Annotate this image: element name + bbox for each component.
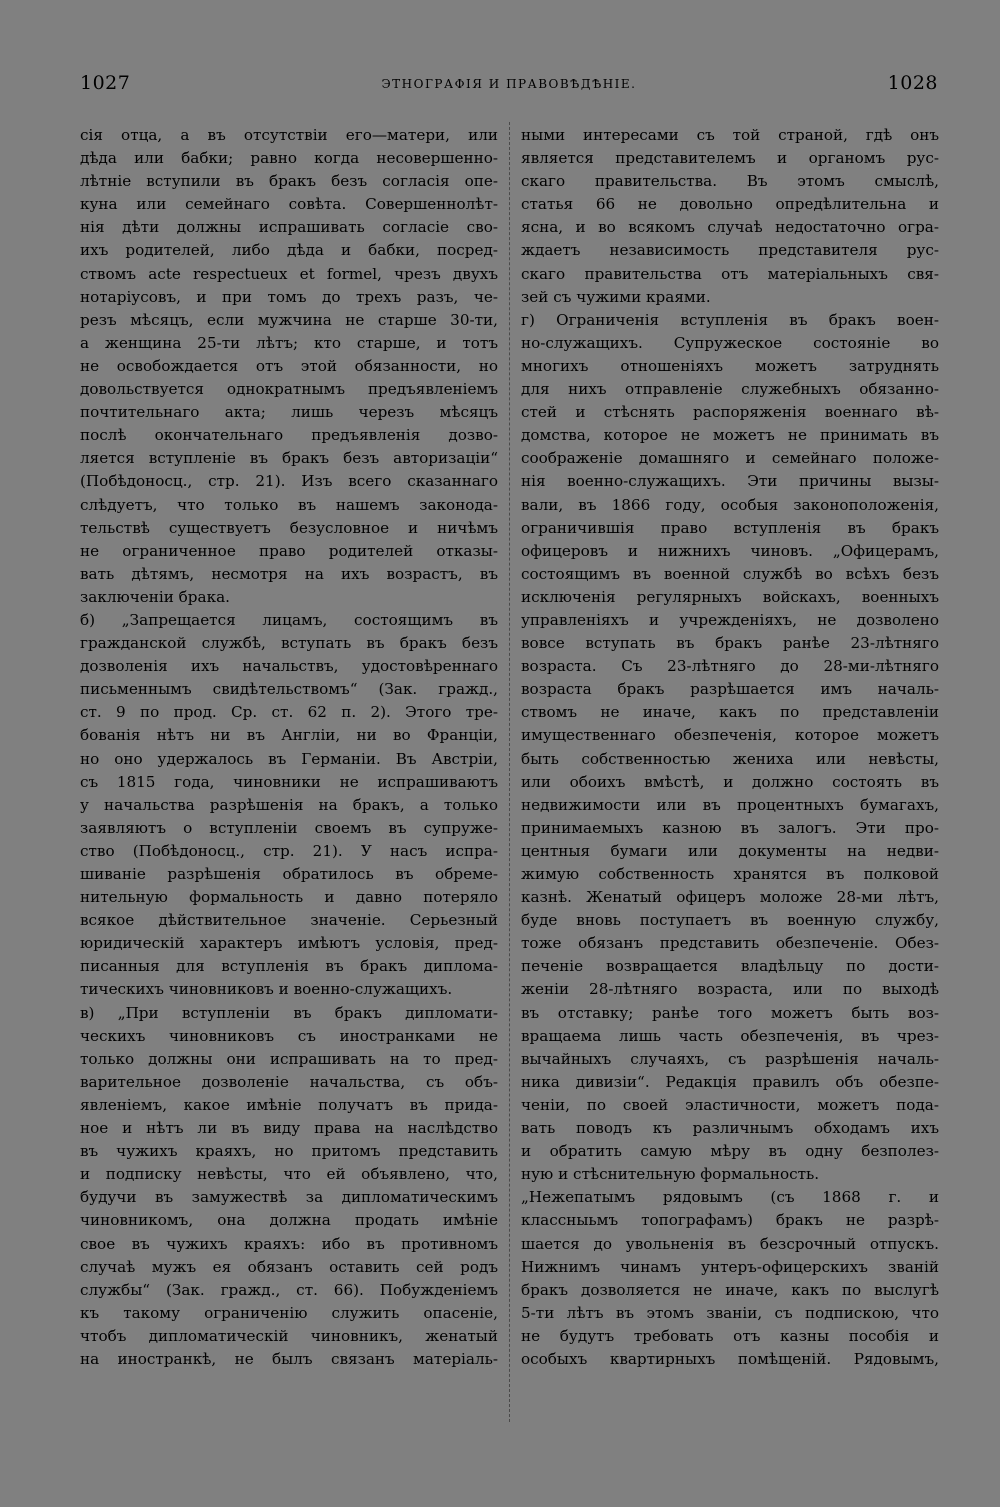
text-line: заключеніи брака. xyxy=(80,587,230,606)
text-line: женіи 28-лѣтняго возраста, или по выходѣ xyxy=(521,980,939,999)
text-line: нотаріусовъ, и при томъ до трехъ разъ, че- xyxy=(80,287,498,306)
text-line: ст. 9 по прод. Ср. ст. 62 п. 2). Этого тре- xyxy=(80,703,498,722)
text-line: казнѣ. Женатый офицеръ моложе 28-ми лѣтъ, xyxy=(521,888,939,907)
text-line: нія дѣти должны испрашивать согласіе сво- xyxy=(80,218,498,237)
text-line: шиваніе разрѣшенія обратилось въ обреме- xyxy=(80,865,498,883)
text-line: вать поводъ къ различнымъ обходамъ ихъ xyxy=(521,1119,939,1138)
text-line: состоящимъ въ военной службѣ во всѣхъ безъ xyxy=(521,564,939,583)
text-line: жимую собственность хранятся въ полковой xyxy=(521,865,939,883)
text-line: ясна, и во всякомъ случаѣ недостаточно огра- xyxy=(521,218,939,237)
text-line: не ограниченное право родителей отказы- xyxy=(80,541,498,560)
text-line: юридическій характеръ имѣютъ условія, пред- xyxy=(80,934,498,953)
text-line: довольствуется однократнымъ предъявленіемъ xyxy=(80,380,498,399)
text-line: ствомъ не иначе, какъ по представленіи xyxy=(521,703,939,722)
text-line: съ 1815 года, чиновники не испрашиваютъ xyxy=(80,772,498,791)
text-line: не будутъ требовать отъ казны пособія и xyxy=(521,1326,939,1345)
text-line: заявляютъ о вступленіи своемъ въ супруже- xyxy=(80,818,498,837)
page-number-left: 1027 xyxy=(80,72,131,94)
text-line: стей и стѣснять распоряженія военнаго вѣ- xyxy=(521,403,939,422)
text-line: чтобъ дипломатическій чиновникъ, женатый xyxy=(80,1326,498,1345)
text-line: буде вновь поступаетъ въ военную службу, xyxy=(521,911,939,930)
text-line: и обратить самую мѣру въ одну безполез- xyxy=(521,1142,939,1161)
text-line: писанныя для вступленія въ бракъ диплома- xyxy=(80,957,498,976)
text-line: ную и стѣснительную формальность. xyxy=(521,1165,820,1184)
text-line: нія военно-служащихъ. Эти причины вызы- xyxy=(521,472,939,491)
text-line: ограничившія право вступленія въ бракъ xyxy=(521,518,939,537)
text-line: ство (Побѣдоносц., стр. 21). У насъ испра- xyxy=(80,841,498,860)
text-line: соображеніе домашняго и семейнаго положе- xyxy=(521,449,939,468)
text-line: возраста бракъ разрѣшается имъ началь- xyxy=(521,680,939,699)
running-title: ЭТНОГРАФІЯ И ПРАВОВѢДѢНІЕ. xyxy=(381,77,637,91)
text-line: не освобождается отъ этой обязанности, но xyxy=(80,356,498,375)
text-line: лѣтніе вступили въ бракъ безъ согласія опе- xyxy=(80,172,498,191)
text-line: быть собственностью жениха или невѣсты, xyxy=(521,749,939,768)
text-line: ческихъ чиновниковъ съ иностранками не xyxy=(80,1026,498,1045)
right-column xyxy=(521,124,939,1371)
text-line: случаѣ мужъ ея обязанъ оставить сей родъ xyxy=(80,1257,498,1276)
text-line: всякое дѣйствительное значеніе. Серьезный xyxy=(80,911,498,930)
text-line: скаго правительства отъ матеріальныхъ свя- xyxy=(521,264,939,283)
text-line: свое въ чужихъ краяхъ: ибо въ противномъ xyxy=(80,1234,498,1253)
text-line: а женщина 25-ти лѣтъ; кто старше, и тотъ xyxy=(80,333,498,352)
text-line: ника дивизіи“. Редакція правилъ объ обезпе- xyxy=(521,1072,939,1091)
text-line: статья 66 не довольно опредѣлительна и xyxy=(521,195,939,214)
text-line: вычайныхъ случаяхъ, съ разрѣшенія началь- xyxy=(521,1049,939,1068)
text-line: „Нежепатымъ рядовымъ (съ 1868 г. и xyxy=(521,1188,939,1207)
column-divider xyxy=(509,122,510,1422)
text-line: принимаемыхъ казною въ залогъ. Эти про- xyxy=(521,818,939,837)
text-line: будучи въ замужествѣ за дипломатическимъ xyxy=(80,1188,498,1207)
text-line: и подписку невѣсты, что ей объявлено, что, xyxy=(80,1165,498,1184)
text-line: бованія нѣтъ ни въ Англіи, ни во Франціи, xyxy=(80,726,498,745)
text-line: варительное дозволеніе начальства, съ объ- xyxy=(80,1072,498,1091)
text-line: скаго правительства. Въ этомъ смыслѣ, xyxy=(521,172,939,191)
text-line: вращаема лишь часть обезпеченія, въ чрез- xyxy=(521,1026,939,1045)
text-line: ными интересами съ той страной, гдѣ онъ xyxy=(521,126,939,144)
text-line: тельствѣ существуетъ безусловное и ничѣмъ xyxy=(80,518,498,537)
text-line: б) „Запрещается лицамъ, состоящимъ въ xyxy=(80,610,498,629)
text-line: явленіемъ, какое имѣніе получатъ въ прида- xyxy=(80,1095,498,1114)
text-line: центныя бумаги или документы на недви- xyxy=(521,841,939,860)
text-line: ное и нѣтъ ли въ виду права на наслѣдство xyxy=(80,1119,498,1138)
text-line: нительную формальность и давно потеряло xyxy=(80,888,498,907)
text-line: въ чужихъ краяхъ, но притомъ представить xyxy=(80,1142,498,1161)
text-line: (Побѣдоносц., стр. 21). Изъ всего сказаннаго xyxy=(80,472,498,491)
page-number-right: 1028 xyxy=(887,72,938,94)
text-line: куна или семейнаго совѣта. Совершеннолѣт- xyxy=(80,195,498,214)
text-line: тическихъ чиновниковъ и военно-служащихъ. xyxy=(80,980,453,999)
text-line: зей съ чужими краями. xyxy=(521,287,711,306)
text-line: печеніе возвращается владѣльцу по дости- xyxy=(521,957,939,976)
text-line: вать дѣтямъ, несмотря на ихъ возрастъ, въ xyxy=(80,564,498,583)
text-line: возраста. Съ 23-лѣтняго до 28-ми-лѣтняго xyxy=(521,657,939,676)
text-line: 5-ти лѣтъ въ этомъ званіи, съ подпискою, что xyxy=(521,1303,939,1322)
text-line: является представителемъ и органомъ рус- xyxy=(521,149,939,168)
left-column xyxy=(80,124,498,1371)
text-line: ждаетъ независимость представителя рус- xyxy=(521,241,939,260)
text-line: дѣда или бабки; равно когда несовершенно- xyxy=(80,149,498,168)
text-line: къ такому ограниченію служить опасеніе, xyxy=(80,1303,498,1322)
text-line: тоже обязанъ представить обезпеченіе. Обез- xyxy=(521,934,939,953)
text-line: или обоихъ вмѣстѣ, и должно состоять въ xyxy=(521,772,939,791)
text-line: Нижнимъ чинамъ унтеръ-офицерскихъ званій xyxy=(521,1257,939,1276)
text-line: службы“ (Зак. гражд., ст. 66). Побужденіемъ xyxy=(80,1280,498,1299)
text-line: слѣдуетъ, что только въ нашемъ законода- xyxy=(80,495,498,514)
text-line: особыхъ квартирныхъ помѣщеній. Рядовымъ, xyxy=(521,1349,939,1368)
text-line: резъ мѣсяцъ, если мужчина не старше 30-ти, xyxy=(80,310,498,329)
text-line: офицеровъ и нижнихъ чиновъ. „Офицерамъ, xyxy=(521,541,939,560)
text-line: въ отставку; ранѣе того можетъ быть воз- xyxy=(521,1003,939,1022)
text-line: чиновникомъ, она должна продать имѣніе xyxy=(80,1211,498,1230)
text-line: бракъ дозволяется не иначе, какъ по выслугѣ xyxy=(521,1280,939,1299)
text-line: ляется вступленіе въ бракъ безъ авторизаціи“ xyxy=(80,449,498,468)
text-line: для нихъ отправленіе служебныхъ обязанно- xyxy=(521,380,939,399)
text-line: только должны они испрашивать на то пред- xyxy=(80,1049,498,1068)
text-line: у начальства разрѣшенія на бракъ, а только xyxy=(80,795,498,814)
text-line: классныьмъ топографамъ) бракъ не разрѣ- xyxy=(521,1211,939,1230)
text-line: вовсе вступать въ бракъ ранѣе 23-лѣтняго xyxy=(521,634,939,653)
text-line: послѣ окончательнаго предъявленія дозво- xyxy=(80,426,498,445)
text-line: сія отца, а въ отсутствіи его—матери, или xyxy=(80,126,498,144)
text-line: ихъ родителей, либо дѣда и бабки, посред- xyxy=(80,241,498,260)
text-line: ченіи, по своей эластичности, можетъ пода- xyxy=(521,1095,939,1114)
text-line: в) „При вступленіи въ бракъ дипломати- xyxy=(80,1003,498,1022)
text-line: многихъ отношеніяхъ можетъ затруднять xyxy=(521,356,939,375)
text-line: имущественнаго обезпеченія, которое можетъ xyxy=(521,726,939,745)
text-line: гражданской службѣ, вступать въ бракъ безъ xyxy=(80,634,498,653)
text-line: дозволенія ихъ начальствъ, удостовѣреннаго xyxy=(80,657,498,676)
text-line: но-служащихъ. Супружеское состояніе во xyxy=(521,333,939,352)
page-header xyxy=(80,72,938,98)
text-line: шается до увольненія въ безсрочный отпускъ. xyxy=(521,1234,939,1253)
text-line: на иностранкѣ, не былъ связанъ матеріаль- xyxy=(80,1349,498,1368)
text-line: недвижимости или въ процентныхъ бумагахъ, xyxy=(521,795,939,814)
text-line: г) Ограниченія вступленія въ бракъ воен- xyxy=(521,310,939,329)
text-line: исключенія регулярныхъ войскахъ, военныхъ xyxy=(521,587,939,606)
text-line: письменнымъ свидѣтельствомъ“ (Зак. гражд., xyxy=(80,680,498,699)
text-line: но оно удержалось въ Германіи. Въ Австріи, xyxy=(80,749,498,768)
text-line: управленіяхъ и учрежденіяхъ, не дозволено xyxy=(521,610,939,629)
text-line: вали, въ 1866 году, особыя законоположенія, xyxy=(521,495,939,514)
text-line: ствомъ acte respectueux et formel, чрезъ двухъ xyxy=(80,264,498,283)
text-line: домства, которое не можетъ не принимать въ xyxy=(521,426,939,445)
text-line: почтительнаго акта; лишь черезъ мѣсяцъ xyxy=(80,403,498,422)
